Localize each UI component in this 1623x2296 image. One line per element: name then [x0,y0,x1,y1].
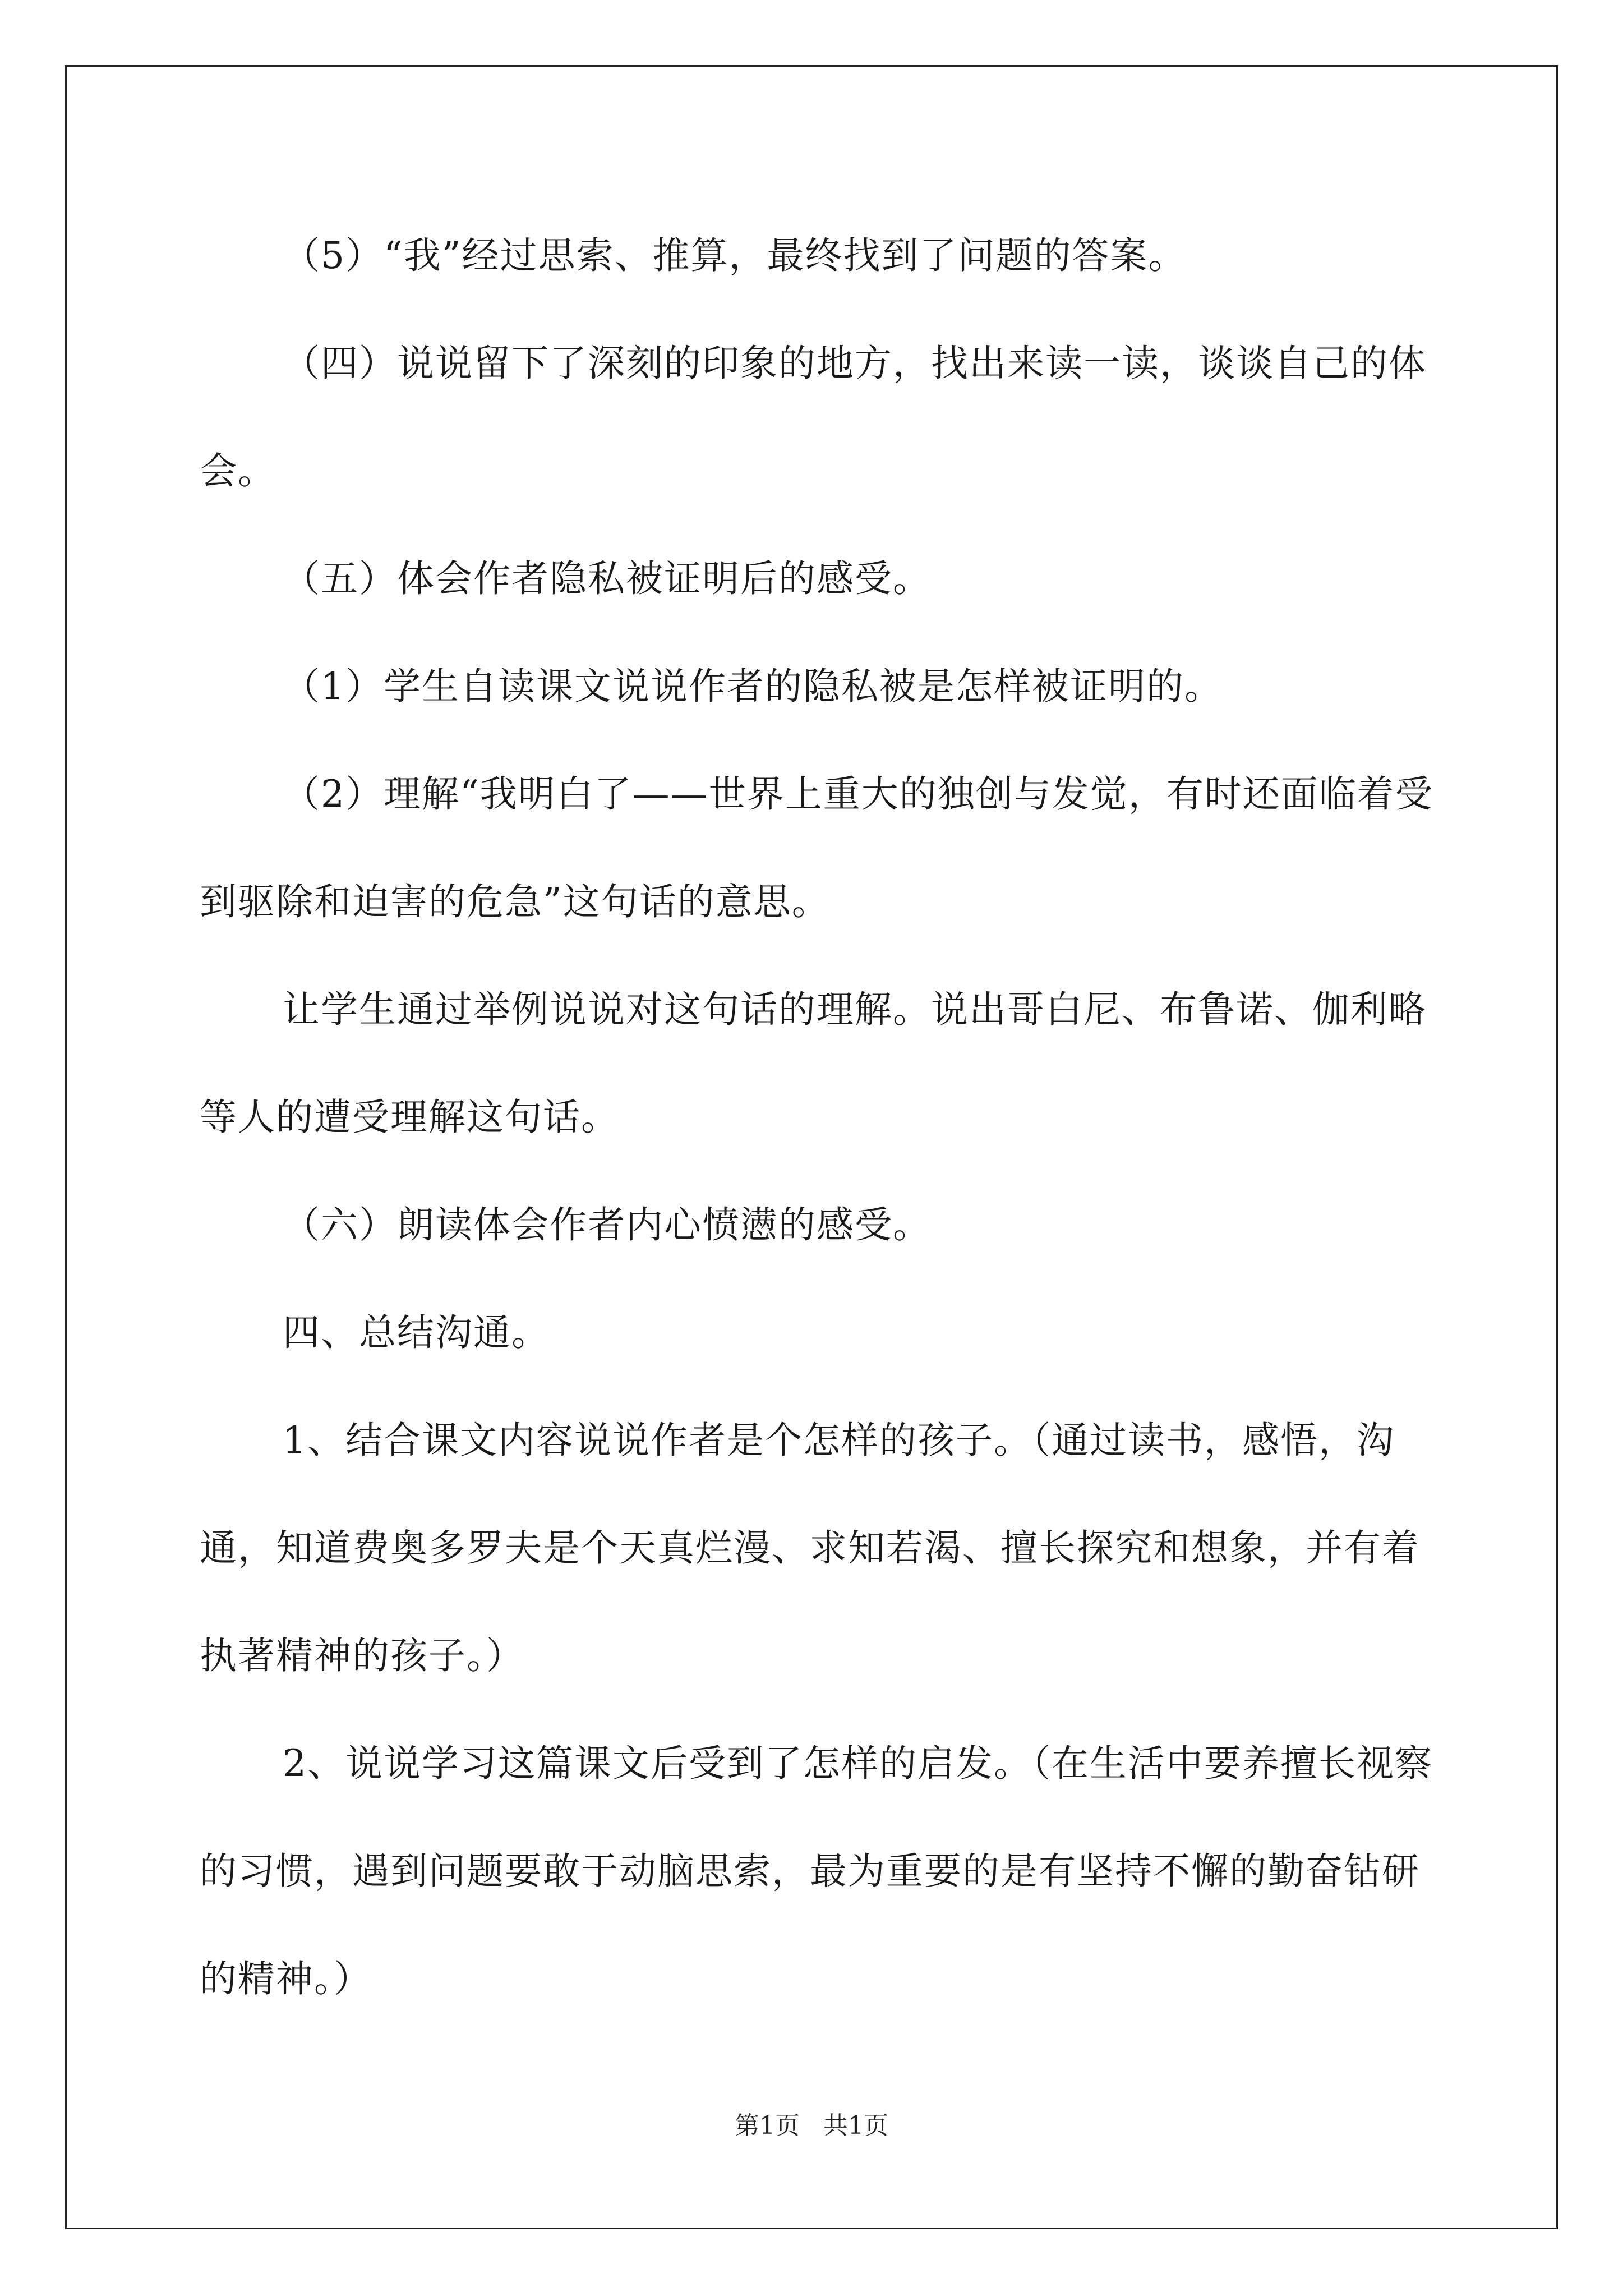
paragraph: （2）理解“我明白了——世界上重大的独创与发觉，有时还面临着受到驱除和迫害的危急”这句话的意思。 [200,772,1433,923]
paragraph: （六）朗读体会作者内心愤懑的感受。 [283,1203,931,1246]
paragraph: （五）体会作者隐私被证明后的感受。 [283,557,931,600]
page-total: 共1页 [823,2111,888,2140]
paragraph: 四、总结沟通。 [283,1311,550,1354]
paragraph: 2、说说学习这篇课文后受到了怎样的启发。（在生活中要养擅长视察的习惯，遇到问题要敢于动脑思索，最为重要的是有坚持不懈的勤奋钻研的精神。） [200,1742,1433,2000]
document-body [200,202,1439,2033]
paragraph: （四）说说留下了深刻的印象的地方，找出来读一读，谈谈自己的体会。 [200,342,1427,493]
page-footer [0,2109,1623,2143]
paragraph: （1）学生自读课文说说作者的隐私被是怎样被证明的。 [283,665,1223,708]
paragraph: 1、结合课文内容说说作者是个怎样的孩子。（通过读书，感悟，沟通，知道费奥多罗夫是个天真烂漫、求知若渴、擅长探究和想象，并有着执著精神的孩子。） [200,1419,1420,1677]
paragraph: 让学生通过举例说说对这句话的理解。说出哥白尼、布鲁诺、伽利略等人的遭受理解这句话。 [200,988,1427,1139]
paragraph: （5）“我”经过思索、推算，最终找到了问题的答案。 [283,234,1187,277]
page-number: 第1页 [735,2111,800,2140]
